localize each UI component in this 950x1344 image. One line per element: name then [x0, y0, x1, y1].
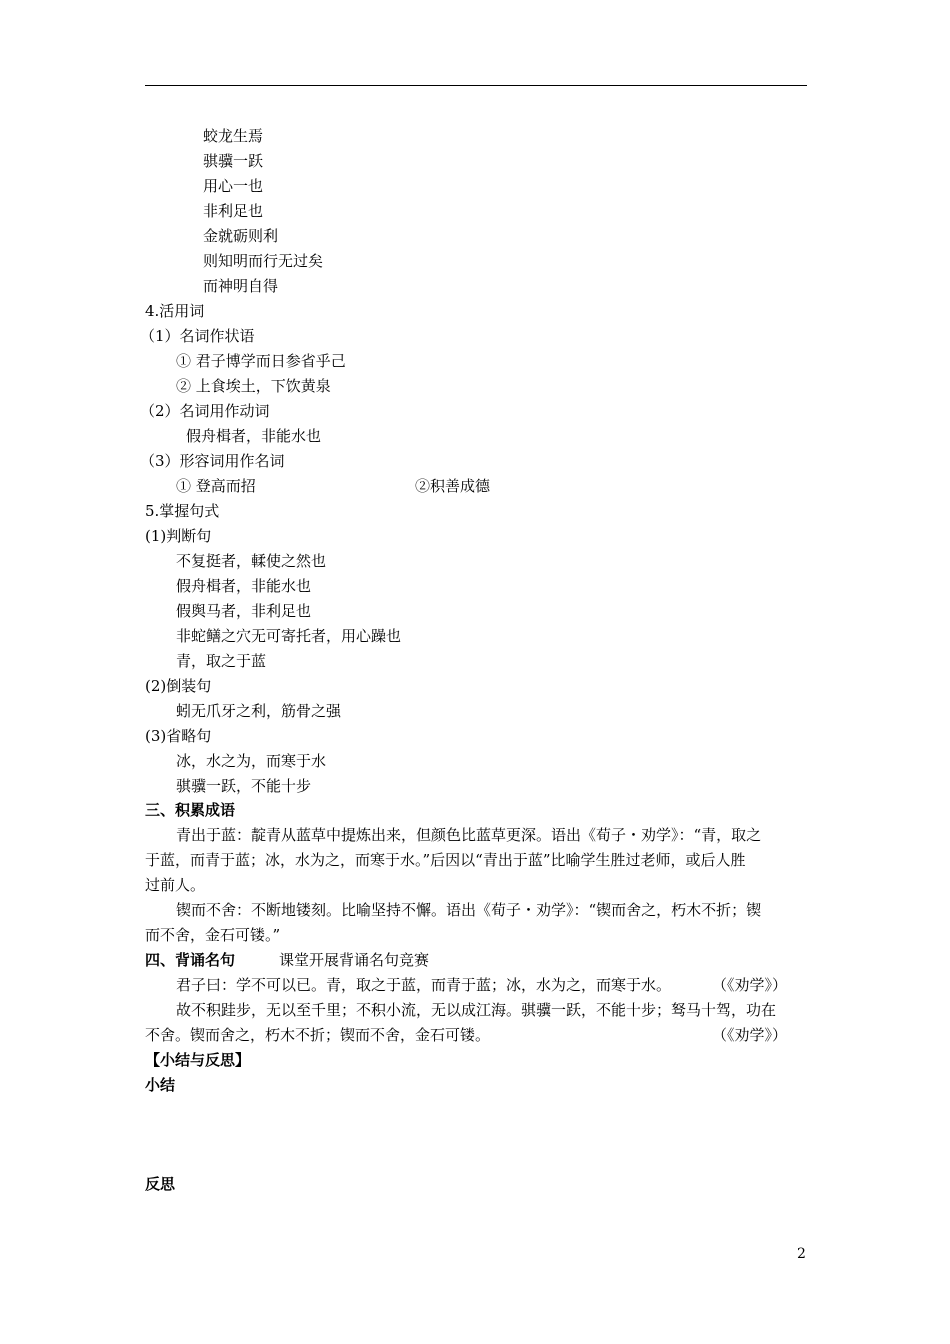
line-1: 蛟龙生焉: [203, 127, 264, 145]
recite-source-2: （《劝学》）: [712, 1026, 788, 1044]
line-2: 骐骥一跃: [203, 152, 264, 170]
section-4-title: 4.活用词: [145, 302, 205, 320]
section-4-sub2-item: 假舟楫者，非能水也: [186, 427, 322, 445]
section-recite-title: 四、背诵名句: [145, 951, 236, 969]
section-5-sub2-item: 蚓无爪牙之利，筋骨之强: [176, 702, 342, 720]
reflection-label: 反思: [145, 1175, 176, 1193]
page-number: 2: [797, 1246, 806, 1262]
section-5-sub3-item: 骐骥一跃，不能十步: [176, 777, 312, 795]
recite-line-3: 不舍。锲而舍之，朽木不折；锲而不舍，金石可镂。: [145, 1026, 491, 1044]
line-5: 金就砺则利: [203, 227, 279, 245]
section-4-sub3-item-b: ②积善成德: [415, 477, 491, 495]
summary-label: 小结: [145, 1076, 176, 1094]
section-5-sub1-item: 假舟楫者，非能水也: [176, 577, 312, 595]
line-6: 则知明而行无过矣: [203, 252, 324, 270]
idiom-1-line: 于蓝，而青于蓝；冰，水为之，而寒于水。”后因以“青出于蓝”比喻学生胜过老师，或后人胜: [145, 851, 746, 869]
recite-line-1: 君子曰：学不可以已。青，取之于蓝，而青于蓝；冰，水为之，而寒于水。: [176, 976, 672, 994]
recite-source-1: （《劝学》）: [712, 976, 788, 994]
section-5-sub1-item: 青，取之于蓝: [176, 652, 267, 670]
line-3: 用心一也: [203, 177, 264, 195]
section-4-sub1-item: ② 上食埃土，下饮黄泉: [176, 377, 331, 395]
section-5-title: 5.掌握句式: [145, 502, 220, 520]
line-4: 非利足也: [203, 202, 264, 220]
idiom-1-line: 青出于蓝：靛青从蓝草中提炼出来，但颜色比蓝草更深。语出《荀子・劝学》：“青，取之: [176, 826, 762, 844]
idiom-2-line: 锲而不舍：不断地镂刻。比喻坚持不懈。语出《荀子・劝学》：“锲而舍之，朽木不折；锲: [176, 901, 762, 919]
section-5-sub1-item: 不复挺者，輮使之然也: [176, 552, 327, 570]
section-4-sub3: （3）形容词用作名词: [140, 452, 285, 470]
idiom-2-line: 而不舍，金石可镂。”: [145, 926, 281, 944]
section-recite-note: 课堂开展背诵名句竞赛: [279, 951, 430, 969]
section-4-sub2: （2）名词用作动词: [140, 402, 270, 420]
section-4-sub1: （1）名词作状语: [140, 327, 255, 345]
section-5-sub3: (3)省略句: [145, 727, 212, 745]
section-5-sub2: (2)倒装句: [145, 677, 212, 695]
section-4-sub3-item-a: ① 登高而招: [176, 477, 256, 495]
line-7: 而神明自得: [203, 277, 279, 295]
header-rule: [145, 85, 807, 86]
section-4-sub1-item: ① 君子博学而日参省乎己: [176, 352, 346, 370]
summary-heading: 【小结与反思】: [145, 1051, 251, 1069]
idiom-1-line: 过前人。: [145, 876, 206, 894]
recite-line-2: 故不积跬步，无以至千里；不积小流，无以成江海。骐骥一跃，不能十步；驽马十驾，功在: [176, 1001, 777, 1019]
section-5-sub1-item: 假舆马者，非利足也: [176, 602, 312, 620]
section-3-title: 三、积累成语: [145, 801, 236, 819]
section-5-sub3-item: 冰，水之为，而寒于水: [176, 752, 327, 770]
section-5-sub1: (1)判断句: [145, 527, 212, 545]
section-5-sub1-item: 非蛇鳝之穴无可寄托者，用心躁也: [176, 627, 402, 645]
